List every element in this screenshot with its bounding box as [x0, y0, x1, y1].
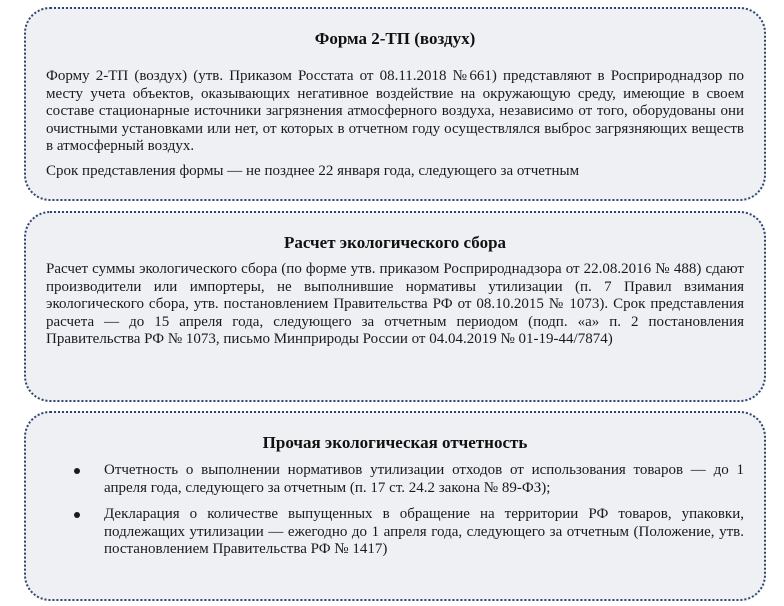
other-reporting-card: [24, 411, 766, 601]
list-item: [104, 462, 744, 497]
list-item-text: Декларация о количестве выпущенных в обращение на территории РФ товаров, упаковки, подлежащих утилизации — ежегодно до 1 апреля года, следующего за отчетным (Положение, утв. постановлением Правительства РФ № 1417): [104, 506, 744, 557]
bullet-icon: [74, 512, 80, 518]
other-reporting-title: Прочая экологическая отчетность: [262, 433, 528, 452]
eco-fee-card: [24, 211, 766, 402]
form-2tp-deadline: Срок представления формы — не позднее 22 января года, следующего за отчетным: [46, 162, 580, 179]
eco-fee-paragraph: Расчет суммы экологического сбора (по форме утв. приказом Росприроднадзора от 22.08.2016 № 488) сдают производители или импортеры, не выполнившие нормативы утилизации (п. 7 Правил взимания экологического сбора, утв. постановлением Правительства РФ от 08.10.2015 № 1073). Срок представления расчета — до 15 апреля года, следующего за отчетным периодом (подп. «а» п. 2 постановления Правительства РФ № 1073, письмо Минприроды России от 04.04.2019 № 01-19-44/7874): [46, 261, 744, 347]
form-2tp-paragraph: Форму 2-ТП (воздух) (утв. Приказом Росстата от 08.11.2018 №661) представляют в Росприроднадзор по месту учета объектов, оказывающих негативное воздействие на окружающую среду, имеющие в своем составе стационарные источники загрязнения атмосферного воздуха, независимо от того, оборудованы они очистными установками или нет, от которых в отчетном году осуществлялся выброс загрязняющих веществ в атмосферный воздух.: [46, 68, 744, 154]
bullet-icon: [74, 468, 80, 474]
other-reporting-list: [26, 462, 764, 559]
list-item-text: Отчетность о выполнении нормативов утилизации отходов от использования товаров — до 1 апреля года, следующего за отчетным (п. 17 ст. 24.2 закона № 89-ФЗ);: [104, 462, 744, 496]
list-item: [104, 506, 744, 559]
form-2tp-card: [24, 7, 766, 201]
eco-fee-title: Расчет экологического сбора: [283, 233, 507, 252]
form-2tp-title: Форма 2-ТП (воздух): [314, 29, 476, 48]
